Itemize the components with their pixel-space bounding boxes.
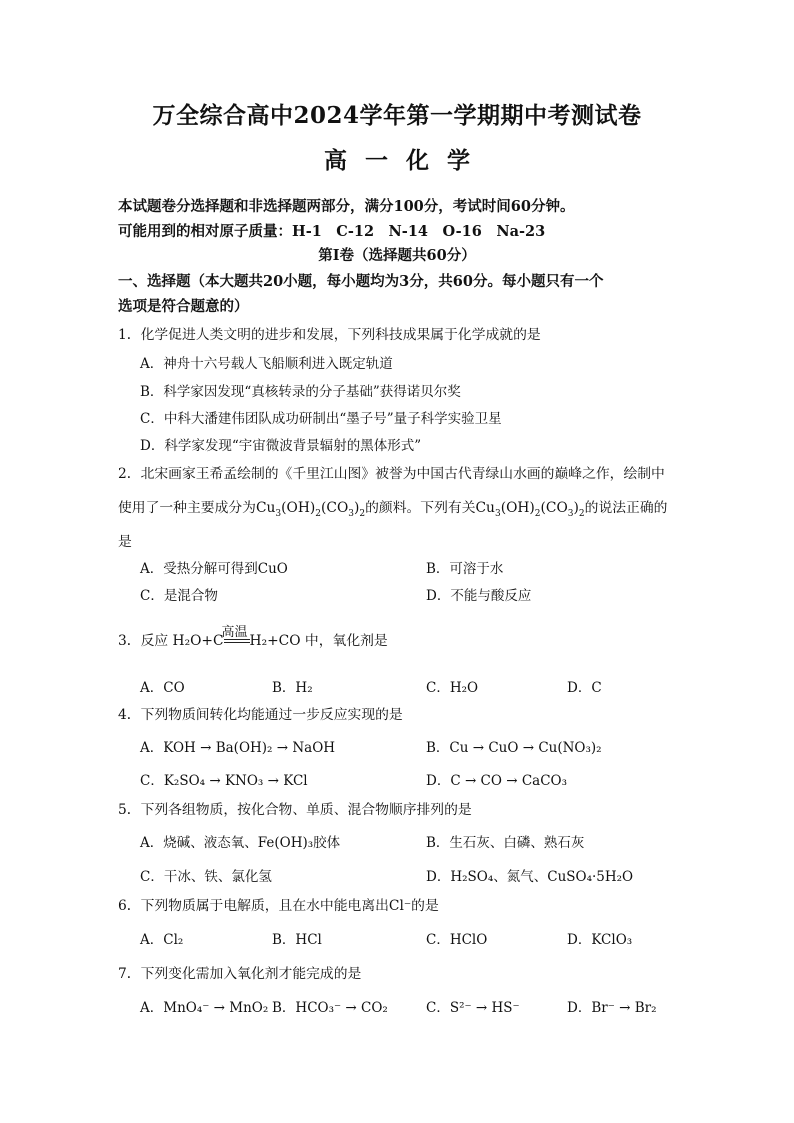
- exam-title: 万全综合高中2024学年第一学期期中考测试卷: [152, 102, 642, 129]
- section-heading: 第Ⅰ卷（选择题共60分）: [318, 247, 476, 264]
- question-2-option-a: A．受热分解可得到CuO: [140, 561, 288, 577]
- question-3-option-a: A．CO: [140, 680, 185, 696]
- part-heading-cont: 选项是符合题意的）: [118, 298, 249, 315]
- question-6-option-d: D．KClO₃: [567, 932, 633, 948]
- reaction-condition-label: 高温: [221, 624, 248, 640]
- question-1-option-a: A．神舟十六号载人飞船顺利进入既定轨道: [140, 356, 393, 372]
- question-4-stem: 4．下列物质间转化均能通过一步反应实现的是: [118, 707, 403, 723]
- question-7-option-b: B．HCO₃⁻ → CO₂: [272, 1000, 388, 1016]
- question-2-stem-line1: 2．北宋画家王希孟绘制的《千里江山图》被誉为中国古代青绿山水画的巅峰之作，绘制中: [118, 466, 665, 482]
- exam-instructions: 本试题卷分选择题和非选择题两部分，满分100分，考试时间60分钟。: [118, 198, 575, 215]
- question-2-option-c: C．是混合物: [140, 588, 218, 604]
- question-2-formula-repeat: $Cu_3(OH)_2(CO_3)_2$: [475, 500, 585, 519]
- question-1-option-c: C．中科大潘建伟团队成功研制出“墨子号”量子科学实验卫星: [140, 411, 502, 427]
- question-3-option-c: C．H₂O: [426, 680, 479, 696]
- question-6-option-b: B．HCl: [272, 932, 322, 948]
- question-7-option-d: D．Br⁻ → Br₂: [567, 1000, 657, 1016]
- question-3-option-b: B．H₂: [272, 680, 313, 696]
- question-2-stem-line2: [118, 496, 667, 519]
- question-6-option-c: C．HClO: [426, 932, 488, 948]
- question-2-stem-text-c: 的说法正确的: [584, 500, 668, 516]
- exam-subtitle: 高一化学: [324, 147, 488, 174]
- question-2-option-b: B．可溶于水: [426, 561, 504, 577]
- question-3-stem-b: H₂+CO 中，氧化剂是: [249, 633, 388, 649]
- question-3-stem-a: 3．反应 H₂O+C: [118, 633, 224, 649]
- question-4-option-b: B．Cu → CuO → Cu(NO₃)₂: [426, 740, 602, 756]
- question-6-stem: 6．下列物质属于电解质，且在水中能电离出Cl⁻的是: [118, 898, 439, 914]
- question-4-option-a: A．KOH → Ba(OH)₂ → NaOH: [140, 740, 336, 756]
- question-5-option-a: A．烧碱、液态氧、Fe(OH)₃胶体: [140, 835, 341, 851]
- question-3-stem: [118, 624, 388, 649]
- question-2-option-d: D．不能与酸反应: [426, 588, 532, 604]
- question-5-option-d: D．H₂SO₄、氮气、CuSO₄·5H₂O: [426, 869, 634, 885]
- question-7-option-a: A．MnO₄⁻ → MnO₂: [140, 1000, 269, 1016]
- question-7-option-c: C．S²⁻ → HS⁻: [426, 1000, 520, 1016]
- reaction-condition: [221, 624, 250, 649]
- question-1-stem: 1．化学促进人类文明的进步和发展，下列科技成果属于化学成就的是: [118, 327, 541, 343]
- question-5-option-b: B．生石灰、白磷、熟石灰: [426, 835, 585, 851]
- question-7-stem: 7．下列变化需加入氧化剂才能完成的是: [118, 966, 362, 982]
- question-4-option-c: C．K₂SO₄ → KNO₃ → KCl: [140, 773, 308, 789]
- question-2-stem-text-b: 的颜料。下列有关: [365, 500, 476, 516]
- question-2-stem-line3: 是: [118, 534, 132, 550]
- question-5-option-c: C．干冰、铁、氯化氢: [140, 869, 272, 885]
- question-1-option-d: D．科学家发现“宇宙微波背景辐射的黑体形式”: [140, 438, 422, 454]
- part-heading: 一、选择题（本大题共20小题，每小题均为3分，共60分。每小题只有一个: [118, 273, 604, 290]
- question-4-option-d: D．C → CO → CaCO₃: [426, 773, 568, 789]
- question-3-option-d: D．C: [567, 680, 602, 696]
- question-5-stem: 5．下列各组物质，按化合物、单质、混合物顺序排列的是: [118, 802, 472, 818]
- atomic-masses: 可能用到的相对原子质量：H-1 C-12 N-14 O-16 Na-23: [118, 223, 546, 240]
- question-2-formula: $Cu_3(OH)_2(CO_3)_2$: [255, 500, 366, 519]
- question-6-option-a: A．Cl₂: [140, 932, 184, 948]
- question-1-option-b: B．科学家因发现“真核转录的分子基础”获得诺贝尔奖: [140, 384, 461, 400]
- question-2-stem-text-a: 使用了一种主要成分为: [118, 500, 256, 516]
